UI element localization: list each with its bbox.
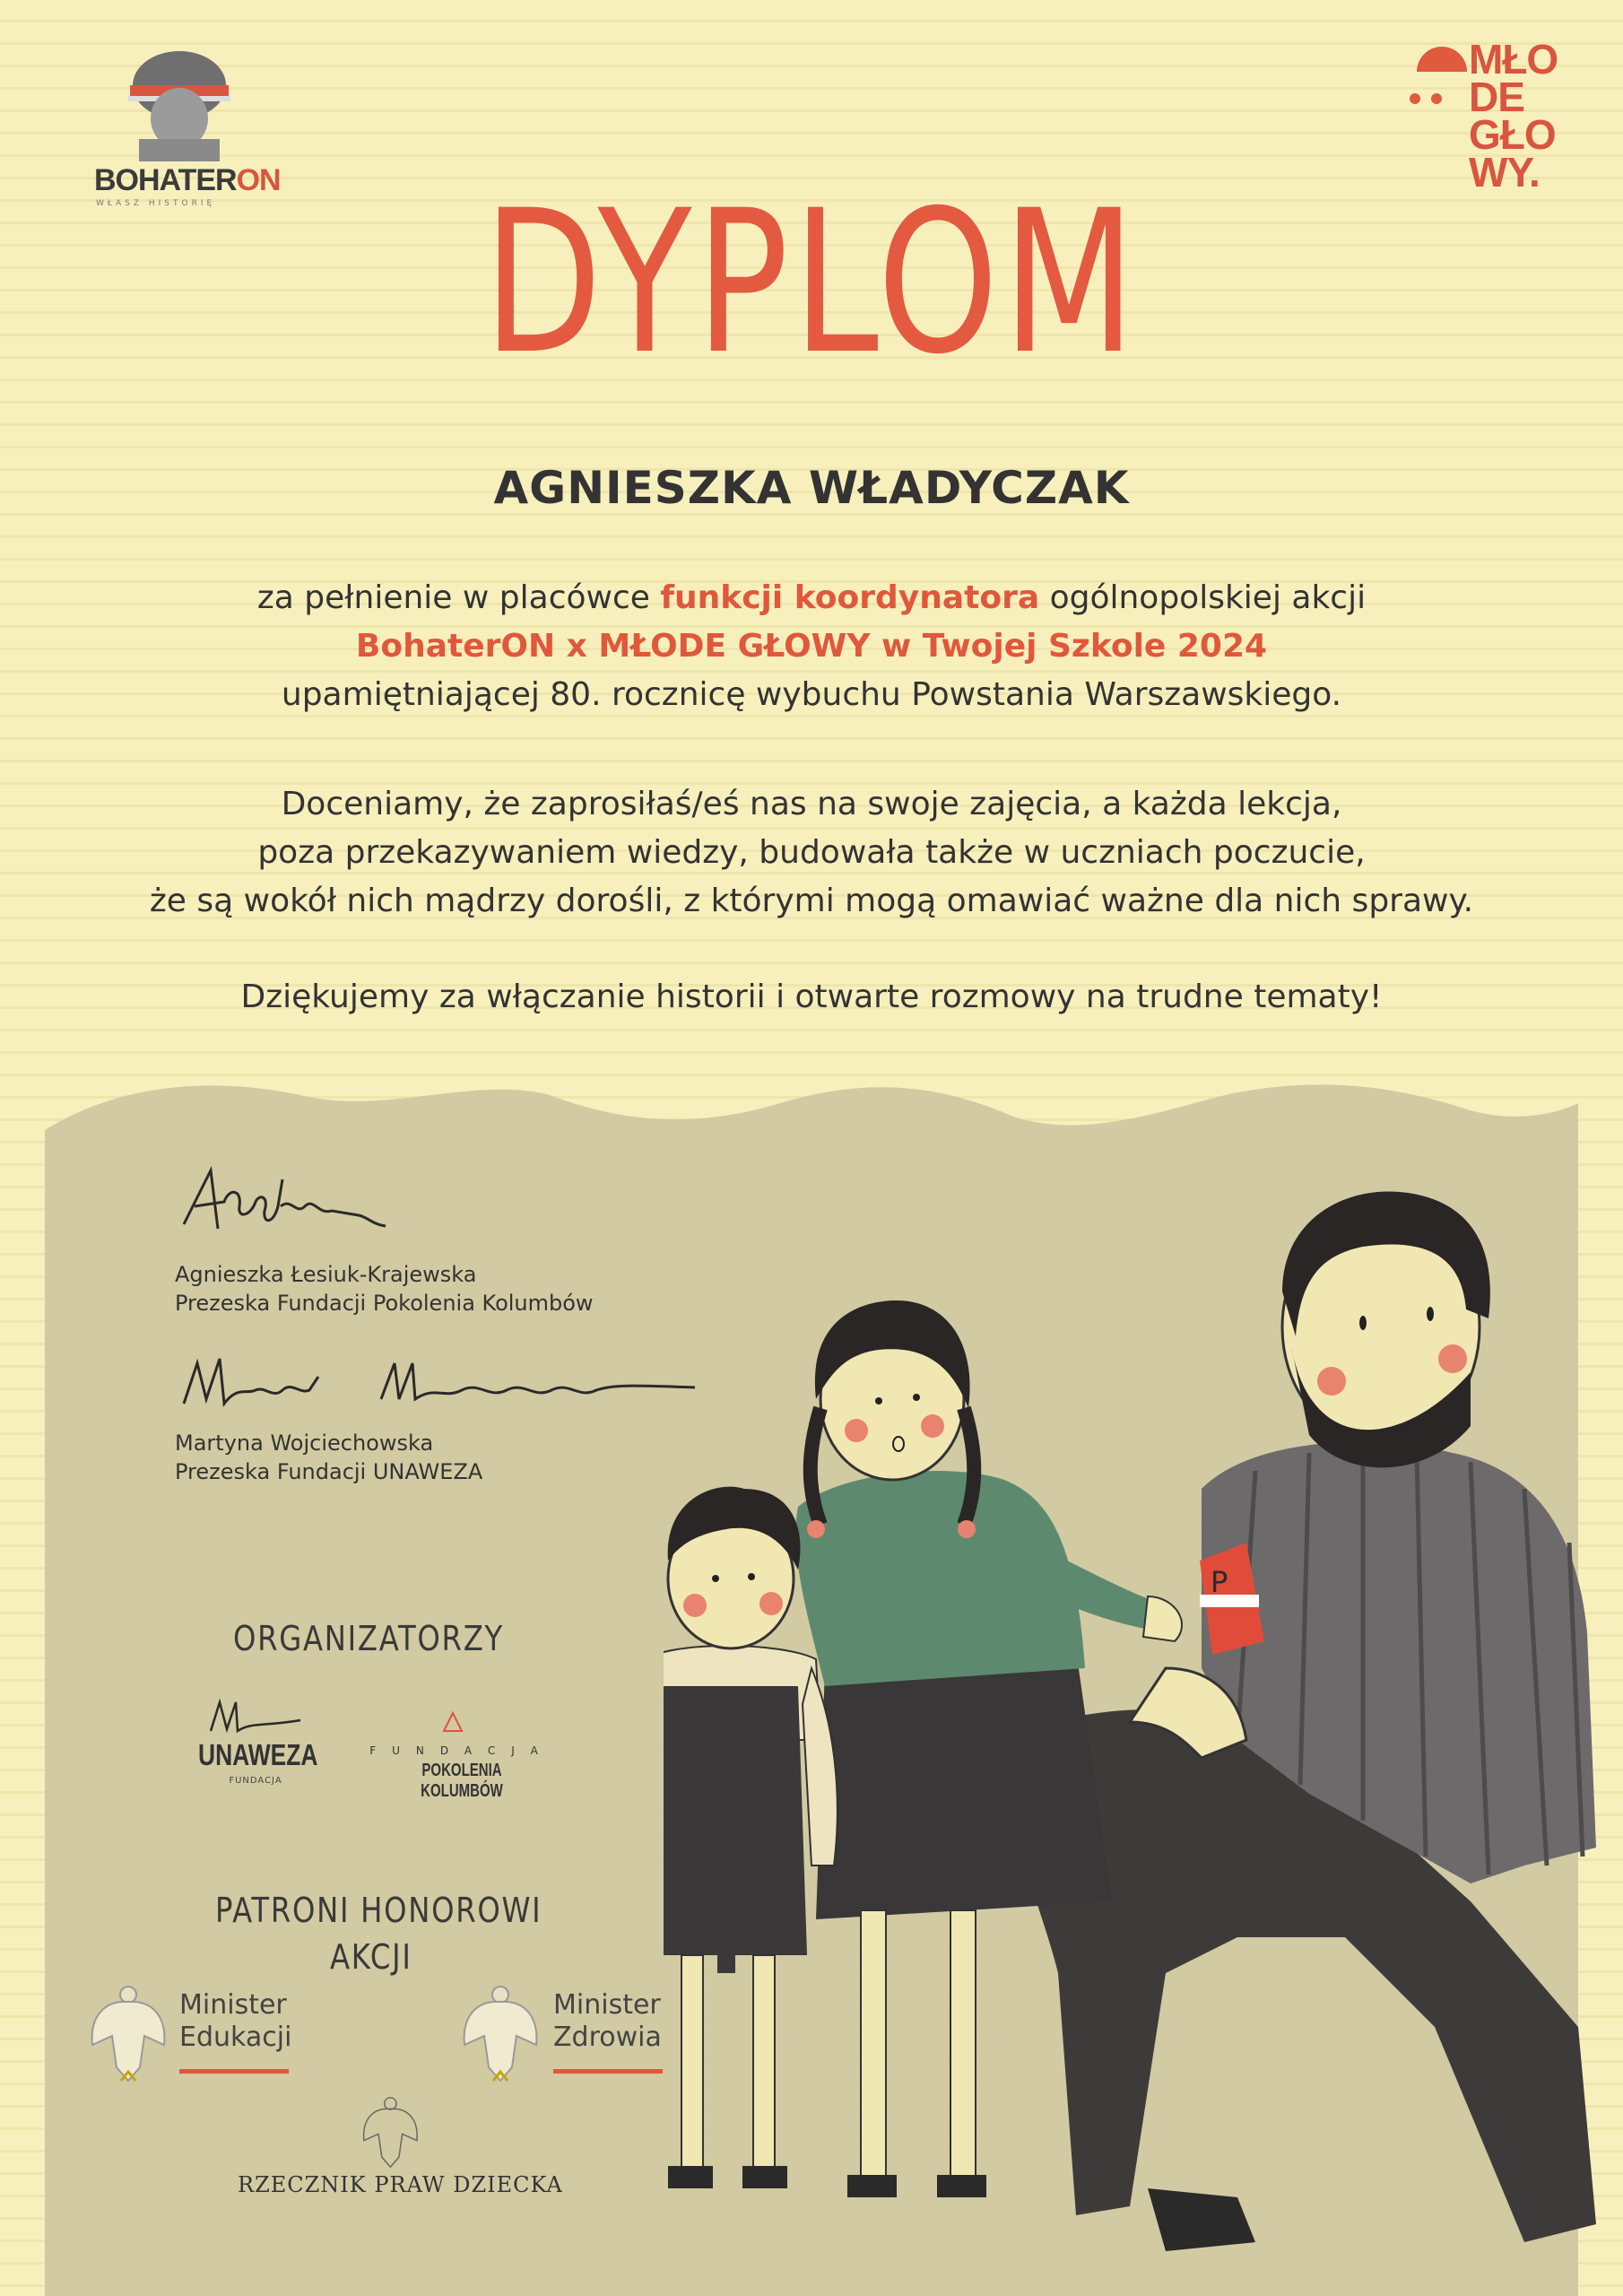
patrons-label-line-2: AKCJI [330, 1937, 412, 1977]
polish-eagle-icon [457, 1982, 542, 2085]
family-illustration [664, 1166, 1605, 2296]
patrons-label-line-1: PATRONI HONOROWI [215, 1891, 542, 1930]
polish-eagle-icon [85, 1982, 170, 2085]
armband-letter: P [1211, 1565, 1228, 1599]
pokolenia-kolumbow-logo [368, 1709, 556, 1801]
p1-text-1: za pełnienie w placówce [256, 579, 661, 616]
p1-highlight-campaign: BohaterON x MŁODE GŁOWY w Twojej Szkole 2024 [355, 628, 1268, 665]
paragraph-thanks: Dziękujemy za włączanie historii i otwarte rozmowy na trudne tematy! [240, 978, 1383, 1015]
bohateron-accent: ON [236, 163, 281, 197]
mlode-glowy-head-icon [1390, 36, 1471, 117]
rzecznik-praw-dziecka: RZECZNIK PRAW DZIECKA [238, 2172, 563, 2197]
mlode-line-4: WY. [1469, 149, 1540, 196]
minister-zdr-underline [553, 2069, 663, 2074]
man-figure [1004, 1191, 1596, 2251]
mlode-line-3: GŁO [1469, 111, 1556, 158]
signature-2-name: Martyna Wojciechowska [175, 1431, 434, 1456]
organizers-label: ORGANIZATORZY [233, 1619, 504, 1658]
p1-text-2: ogólnopolskiej akcji [1039, 579, 1367, 616]
signature-1 [175, 1260, 594, 1318]
signature-2-role: Prezeska Fundacji UNAWEZA [175, 1459, 483, 1484]
p2-line-1: Doceniamy, że zaprosiłaś/eś nas na swoje zajęcia, a każda lekcja, [281, 786, 1342, 822]
unaweza-signature-icon [202, 1695, 309, 1740]
paragraph-appreciation [54, 780, 1569, 926]
minister-edu-underline [179, 2069, 289, 2074]
diploma-title: DYPLOM [483, 168, 1140, 397]
minister-edu-line-1: Minister [179, 1989, 287, 2021]
kolumbow-line-2: POKOLENIA KOLUMBÓW [421, 1761, 503, 1801]
minister-edu-line-2: Edukacji [179, 2022, 292, 2053]
bohateron-subtitle: WŁASZ HISTORIĘ [96, 199, 216, 208]
unaweza-name: UNAWEZA [198, 1738, 318, 1771]
signature-2 [175, 1429, 482, 1486]
recipient-name: AGNIESZKA WŁADYCZAK [493, 462, 1130, 514]
minister-zdr-line-2: Zdrowia [553, 2022, 662, 2053]
bohateron-text: BOHATER [94, 163, 237, 197]
p1-text-3: upamiętniającej 80. rocznicę wybuchu Powstania Warszawskiego. [281, 676, 1342, 713]
p1-highlight-role: funkcji koordynatora [660, 579, 1040, 616]
minister-zdr-line-1: Minister [553, 1989, 661, 2021]
signature-1-name: Agnieszka Łesiuk-Krajewska [175, 1262, 477, 1287]
kolumbow-line-1: FUNDACJA [369, 1744, 554, 1757]
signature-2-image [175, 1350, 713, 1422]
minister-zdrowia [553, 1989, 662, 2054]
soldier-helmet-icon [85, 36, 282, 161]
unaweza-sub: FUNDACJA [229, 1776, 282, 1786]
p2-line-3: że są wokół nich mądrzy dorośli, z którymi mogą omawiać ważne dla nich sprawy. [149, 883, 1474, 919]
polish-eagle-icon [359, 2094, 421, 2170]
paragraph-coordinator [54, 574, 1569, 719]
kolumbow-mark-icon [439, 1709, 466, 1735]
mlode-line-1: MŁO [1469, 36, 1558, 83]
minister-edukacji [179, 1989, 291, 2054]
signature-1-image [175, 1152, 390, 1251]
unaweza-logo [184, 1695, 327, 1794]
mlode-line-2: DE [1469, 74, 1524, 120]
signature-1-role: Prezeska Fundacji Pokolenia Kolumbów [175, 1291, 594, 1316]
p2-line-2: poza przekazywaniem wiedzy, budowała także w uczniach poczucie, [257, 834, 1366, 871]
